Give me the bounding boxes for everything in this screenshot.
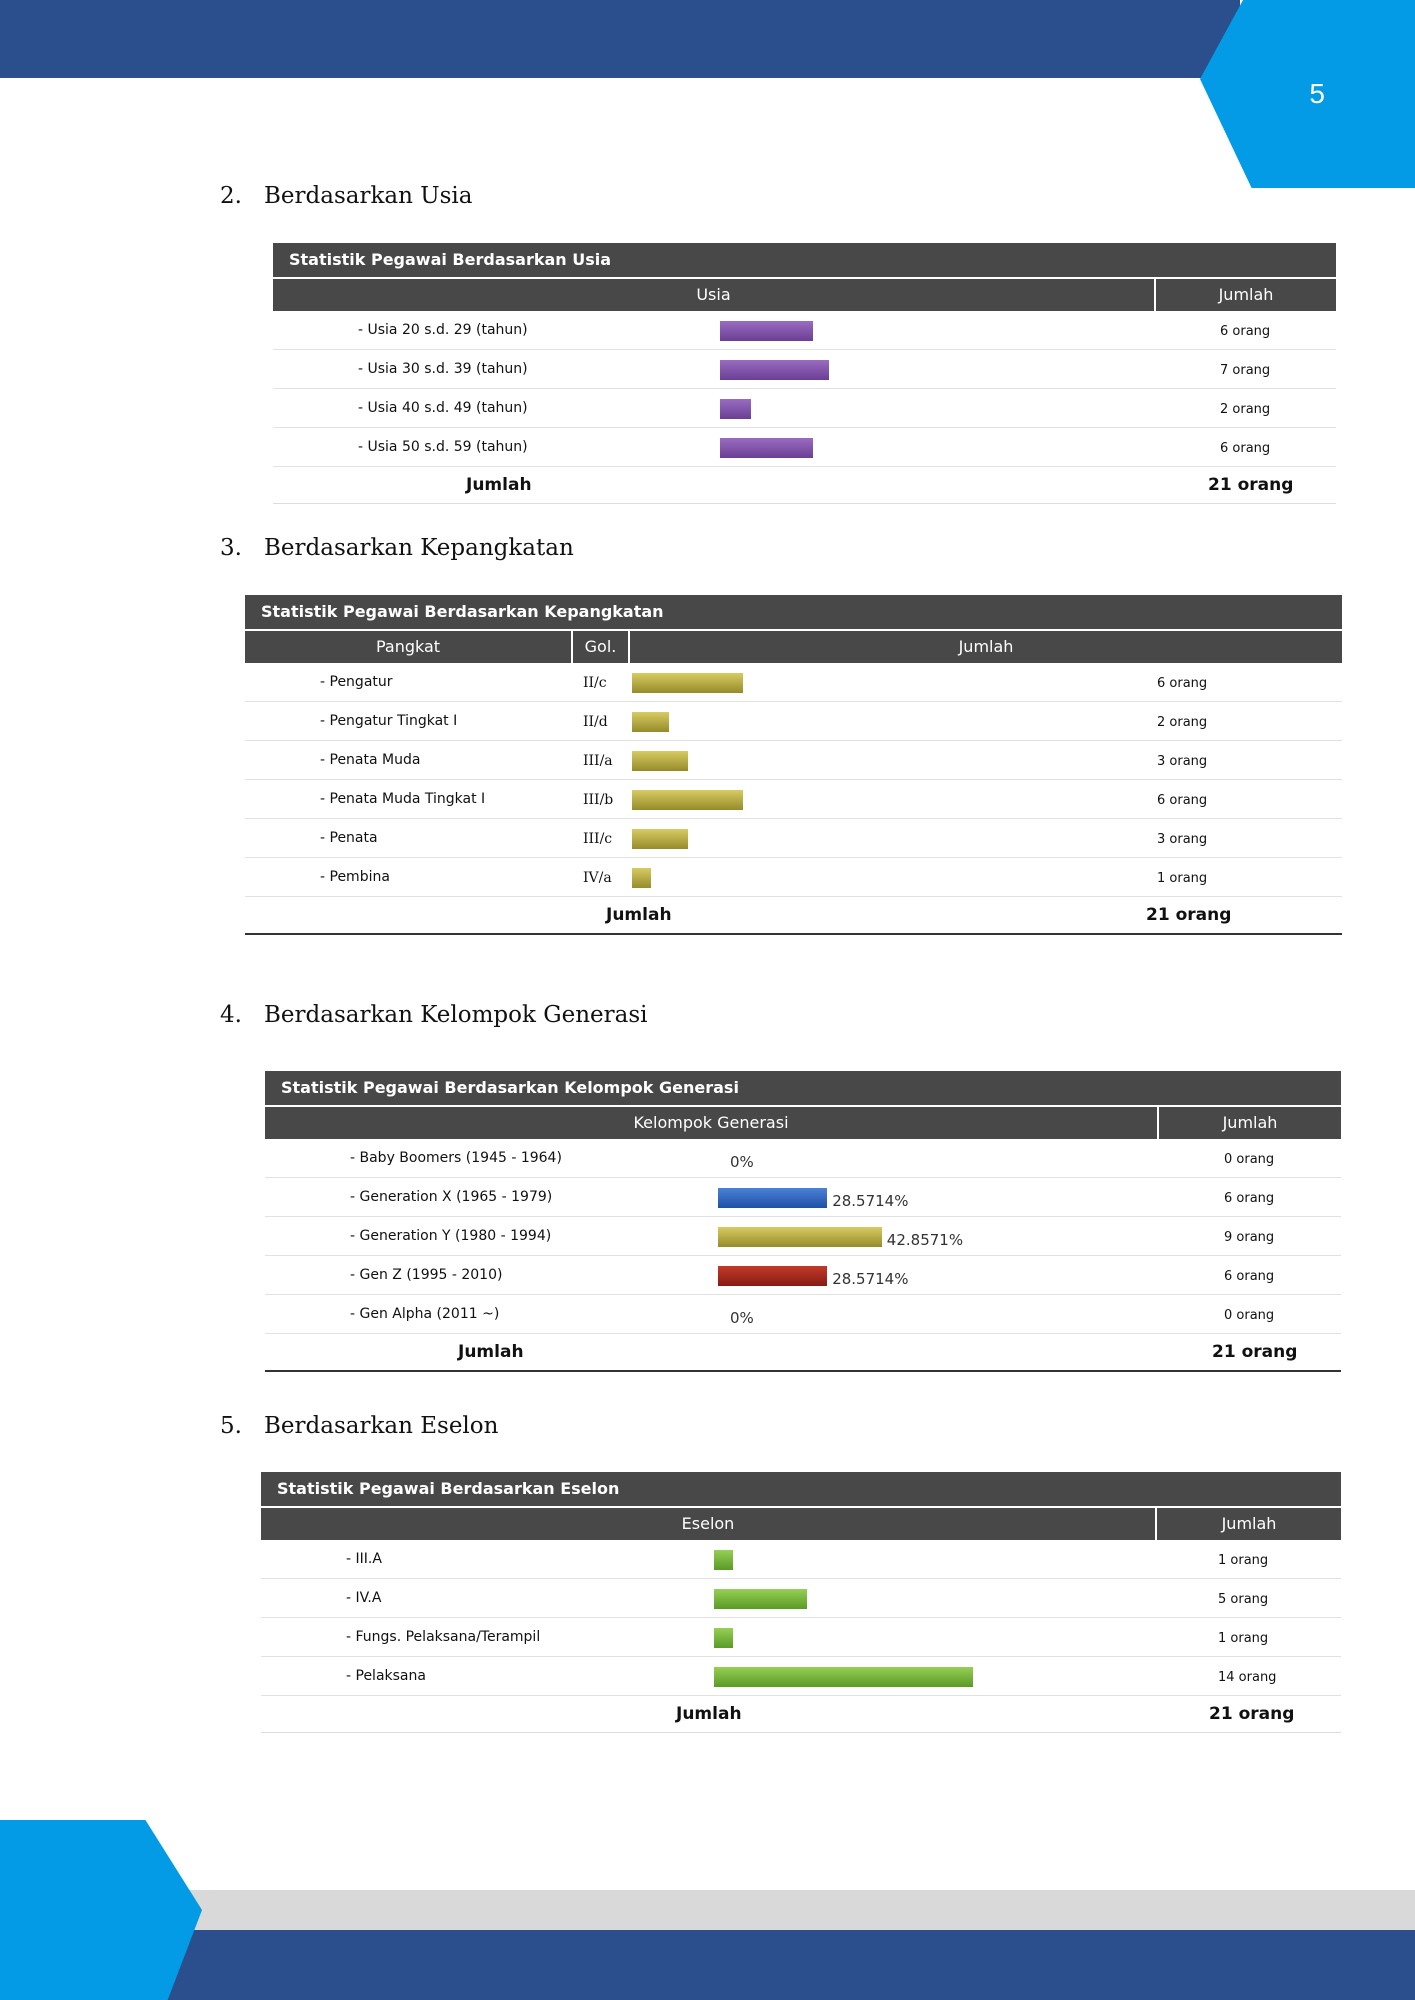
usia-row-count: 6 orang xyxy=(1220,324,1271,339)
pangkat-bar xyxy=(632,829,688,849)
usia-col-header: Usia xyxy=(273,279,1156,311)
pangkat-row xyxy=(245,780,1342,819)
pangkat-row-label: - Pengatur xyxy=(320,674,393,690)
generasi-bar xyxy=(718,1227,882,1247)
usia-row-label: - Usia 40 s.d. 49 (tahun) xyxy=(358,400,528,416)
pangkat-row-label: - Pengatur Tingkat I xyxy=(320,713,458,729)
pangkat-row-gol: IV/a xyxy=(583,870,612,886)
generasi-row-label: - Generation X (1965 - 1979) xyxy=(350,1189,553,1205)
generasi-row-count: 0 orang xyxy=(1224,1152,1275,1167)
pangkat-col-header: Pangkat xyxy=(245,631,573,663)
eselon-row xyxy=(261,1540,1341,1579)
generasi-row-label: - Generation Y (1980 - 1994) xyxy=(350,1228,552,1244)
eselon-row-count: 1 orang xyxy=(1218,1553,1269,1568)
generasi-table-title: Statistik Pegawai Berdasarkan Kelompok Generasi xyxy=(265,1071,1341,1107)
usia-header-row xyxy=(273,279,1336,311)
generasi-total-row xyxy=(265,1334,1341,1372)
generasi-total-value: 21 orang xyxy=(1212,1342,1298,1362)
eselon-row-label: - Fungs. Pelaksana/Terampil xyxy=(346,1629,541,1645)
pangkat-row-count: 3 orang xyxy=(1157,832,1208,847)
eselon-row xyxy=(261,1618,1341,1657)
eselon-row-label: - III.A xyxy=(346,1551,382,1567)
footer-tab xyxy=(0,1820,202,2000)
generasi-row xyxy=(265,1256,1341,1295)
pangkat-row-gol: III/a xyxy=(583,753,613,769)
generasi-row-percent: 28.5714% xyxy=(832,1270,909,1288)
pangkat-table-title: Statistik Pegawai Berdasarkan Kepangkatan xyxy=(245,595,1342,631)
eselon-total-value: 21 orang xyxy=(1209,1704,1295,1724)
eselon-count-header: Jumlah xyxy=(1221,1514,1277,1533)
eselon-row-label: - Pelaksana xyxy=(346,1668,426,1684)
usia-row-count: 7 orang xyxy=(1220,363,1271,378)
eselon-row xyxy=(261,1657,1341,1696)
usia-row-count: 2 orang xyxy=(1220,402,1271,417)
eselon-table xyxy=(261,1472,1341,1733)
pangkat-row-gol: III/c xyxy=(583,831,613,847)
pangkat-row-label: - Penata Muda Tingkat I xyxy=(320,791,486,807)
usia-row-label: - Usia 50 s.d. 59 (tahun) xyxy=(358,439,528,455)
usia-total-row xyxy=(273,467,1336,504)
page-number: 5 xyxy=(1309,78,1325,109)
pangkat-bar xyxy=(632,673,743,693)
pangkat-row-count: 6 orang xyxy=(1157,676,1208,691)
pangkat-bar xyxy=(632,868,651,888)
generasi-col-header: Kelompok Generasi xyxy=(265,1107,1159,1139)
usia-bar xyxy=(720,399,751,419)
generasi-row-count: 6 orang xyxy=(1224,1191,1275,1206)
eselon-row-count: 5 orang xyxy=(1218,1592,1269,1607)
pangkat-header-row xyxy=(245,631,1342,663)
header-tab xyxy=(1200,0,1415,188)
section-heading-eselon: 5. Berdasarkan Eselon xyxy=(220,1413,499,1439)
usia-bar xyxy=(720,360,829,380)
generasi-row xyxy=(265,1178,1341,1217)
pangkat-row-label: - Penata Muda xyxy=(320,752,421,768)
pangkat-total-value: 21 orang xyxy=(1146,905,1232,925)
section-heading-kepangkatan: 3. Berdasarkan Kepangkatan xyxy=(220,535,574,561)
usia-count-header: Jumlah xyxy=(1218,285,1274,304)
generasi-header-row xyxy=(265,1107,1341,1139)
usia-total-label: Jumlah xyxy=(466,475,532,495)
usia-row xyxy=(273,311,1336,350)
generasi-count-header: Jumlah xyxy=(1222,1113,1278,1132)
usia-bar xyxy=(720,321,813,341)
usia-bar xyxy=(720,438,813,458)
section-heading-generasi: 4. Berdasarkan Kelompok Generasi xyxy=(220,1002,648,1028)
pangkat-row xyxy=(245,858,1342,897)
eselon-header-row xyxy=(261,1508,1341,1540)
usia-table xyxy=(273,243,1336,504)
eselon-bar xyxy=(714,1667,973,1687)
pangkat-row-gol: II/c xyxy=(583,675,607,691)
usia-row-label: - Usia 30 s.d. 39 (tahun) xyxy=(358,361,528,377)
usia-row-label: - Usia 20 s.d. 29 (tahun) xyxy=(358,322,528,338)
eselon-row-count: 14 orang xyxy=(1218,1670,1277,1685)
generasi-row xyxy=(265,1295,1341,1334)
eselon-bar xyxy=(714,1550,733,1570)
usia-total-value: 21 orang xyxy=(1208,475,1294,495)
pangkat-row-count: 3 orang xyxy=(1157,754,1208,769)
pangkat-row-label: - Penata xyxy=(320,830,378,846)
pangkat-row-label: - Pembina xyxy=(320,869,390,885)
eselon-row xyxy=(261,1579,1341,1618)
usia-row xyxy=(273,428,1336,467)
section-heading-usia: 2. Berdasarkan Usia xyxy=(220,183,473,209)
usia-row xyxy=(273,350,1336,389)
pangkat-row xyxy=(245,702,1342,741)
generasi-row-label: - Baby Boomers (1945 - 1964) xyxy=(350,1150,562,1166)
generasi-row-label: - Gen Alpha (2011 ~) xyxy=(350,1306,500,1322)
pangkat-row xyxy=(245,741,1342,780)
pangkat-row-count: 6 orang xyxy=(1157,793,1208,808)
generasi-row-count: 9 orang xyxy=(1224,1230,1275,1245)
generasi-row xyxy=(265,1139,1341,1178)
generasi-bar xyxy=(718,1266,827,1286)
eselon-bar xyxy=(714,1589,807,1609)
pangkat-row-gol: II/d xyxy=(583,714,608,730)
pangkat-row xyxy=(245,819,1342,858)
pangkat-gol-header: Gol. xyxy=(573,631,630,663)
generasi-row-count: 0 orang xyxy=(1224,1308,1275,1323)
usia-rows xyxy=(273,311,1336,467)
footer-grey-band xyxy=(0,1890,1415,1930)
footer-blue-band xyxy=(0,1930,1415,2000)
usia-row xyxy=(273,389,1336,428)
pangkat-bar xyxy=(632,712,669,732)
generasi-total-label: Jumlah xyxy=(458,1342,524,1362)
pangkat-row-gol: III/b xyxy=(583,792,614,808)
pangkat-bar xyxy=(632,751,688,771)
generasi-row xyxy=(265,1217,1341,1256)
usia-row-count: 6 orang xyxy=(1220,441,1271,456)
header-bar xyxy=(0,0,1240,78)
eselon-bar xyxy=(714,1628,733,1648)
pangkat-row xyxy=(245,663,1342,702)
pangkat-bar xyxy=(632,790,743,810)
generasi-row-count: 6 orang xyxy=(1224,1269,1275,1284)
generasi-row-label: - Gen Z (1995 - 2010) xyxy=(350,1267,503,1283)
usia-table-title: Statistik Pegawai Berdasarkan Usia xyxy=(273,243,1336,279)
pangkat-row-count: 2 orang xyxy=(1157,715,1208,730)
eselon-total-label: Jumlah xyxy=(676,1704,742,1724)
eselon-row-count: 1 orang xyxy=(1218,1631,1269,1646)
generasi-rows xyxy=(265,1139,1341,1334)
eselon-table-title: Statistik Pegawai Berdasarkan Eselon xyxy=(261,1472,1341,1508)
eselon-total-row xyxy=(261,1696,1341,1733)
pangkat-rows xyxy=(245,663,1342,897)
pangkat-total-row xyxy=(245,897,1342,935)
generasi-table xyxy=(265,1071,1341,1372)
generasi-row-percent: 0% xyxy=(730,1153,754,1171)
generasi-row-percent: 42.8571% xyxy=(886,1231,964,1249)
pangkat-row-count: 1 orang xyxy=(1157,871,1208,886)
eselon-row-label: - IV.A xyxy=(346,1590,382,1606)
generasi-bar xyxy=(718,1188,827,1208)
eselon-col-header: Eselon xyxy=(261,1508,1157,1540)
eselon-rows xyxy=(261,1540,1341,1696)
pangkat-count-header: Jumlah xyxy=(958,637,1014,656)
generasi-row-percent: 0% xyxy=(730,1309,754,1327)
pangkat-total-label: Jumlah xyxy=(606,905,672,925)
pangkat-table xyxy=(245,595,1342,935)
generasi-row-percent: 28.5714% xyxy=(832,1192,909,1210)
